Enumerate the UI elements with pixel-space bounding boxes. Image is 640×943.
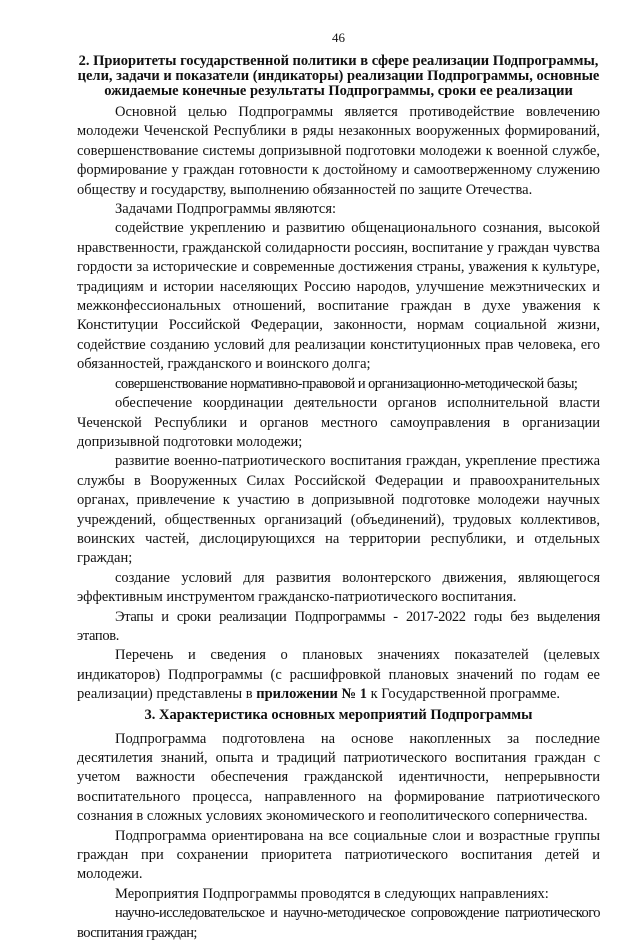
paragraph-indicators-appendix: [77, 646, 600, 704]
paragraph-task-volunteer: создание условий для развития волонтерского движения, являющегося эффективным инструментом гражданско-патриотического воспитания.: [77, 569, 600, 606]
paragraph-main-goal: Основной целью Подпрограммы является противодействие вовлечению молодежи Чеченской Республики в ряды незаконных вооруженных формирований, совершенствование системы допризывной подготовки молодежи к военной службе, формирование у граждан готовности к достойному и самоотверженному служению обществу и государству, выполнению обязанностей по защите Отечества.: [77, 104, 600, 198]
page-number: 46: [332, 30, 345, 45]
section-2-heading: 2. Приоритеты государственной политики в сфере реализации Подпрограммы, цели, задачи и показатели (индикаторы) реализации Подпрограммы, основные ожидаемые конечные результаты Подпрограммы, сроки ее реализации: [77, 53, 600, 99]
paragraph-stages-and-terms: Этапы и сроки реализации Подпрограммы - 2017-2022 годы без выделения этапов.: [77, 608, 600, 644]
section-3-heading: 3. Характеристика основных мероприятий Подпрограммы: [144, 706, 533, 723]
appendix-text-before: Перечень и сведения о плановых значениях показателей (целевых индикаторов) Подпрограммы (с расшифровкой плановых значений по годам ее реализации) представлены в: [77, 647, 600, 703]
paragraph-task-consciousness: содействие укреплению и развитию общенационального сознания, высокой нравственности, гражданской солидарности россиян, воспитание у граждан чувства гордости за исторические и современные достижения страны, уважения к культуре, традициям и истории населяющих Россию народов, улучшение межэтнических и межконфессиональных отношений, воспитание граждан в духе уважения к Конституции Российской Федерации, законности, нормам социальной жизни, содействие созданию условий для реализации конституционных прав человека, его обязанностей, гражданского и воинского долга;: [77, 220, 600, 373]
paragraph-directions-intro: Мероприятия Подпрограммы проводятся в следующих направлениях:: [115, 885, 549, 902]
paragraph-task-coordination: обеспечение координации деятельности органов исполнительной власти Чеченской Республики и органов местного самоуправления в организации допризывной подготовки молодежи;: [77, 395, 600, 450]
paragraph-subprogram-basis: Подпрограмма подготовлена на основе накопленных за последние десятилетия знаний, опыта и традиций патриотического воспитания граждан с учетом важности обеспечения гражданской идентичности, непрерывности воспитательного процесса, направленного на формирование патриотического сознания в сложных условиях экономического и геополитического соперничества.: [77, 730, 600, 825]
paragraph-direction-research: научно-исследовательское и научно-методическое сопровождение патриотического воспитания граждан;: [77, 905, 600, 941]
paragraph-task-regulatory-base: совершенствование нормативно-правовой и организационно-методической базы;: [115, 375, 578, 392]
paragraph-subprogram-target-groups: Подпрограмма ориентирована на все социальные слои и возрастные группы граждан при сохранении приоритета патриотического воспитания детей и молодежи.: [77, 827, 600, 883]
paragraph-task-military-patriotic: развитие военно-патриотического воспитания граждан, укрепление престижа службы в Вооруженных Силах Российской Федерации и правоохранительных органах, привлечение к участию в допризывной подготовке молодежи научных учреждений, общественных организаций (объединений), трудовых коллективов, воинских частей, дислоцирующихся на территории республики, и отдельных граждан;: [77, 453, 600, 567]
document-page: [77, 30, 600, 943]
appendix-text-after: к Государственной программе.: [366, 686, 561, 703]
paragraph-tasks-intro: Задачами Подпрограммы являются:: [115, 201, 337, 218]
appendix-reference: приложении № 1: [256, 686, 367, 703]
